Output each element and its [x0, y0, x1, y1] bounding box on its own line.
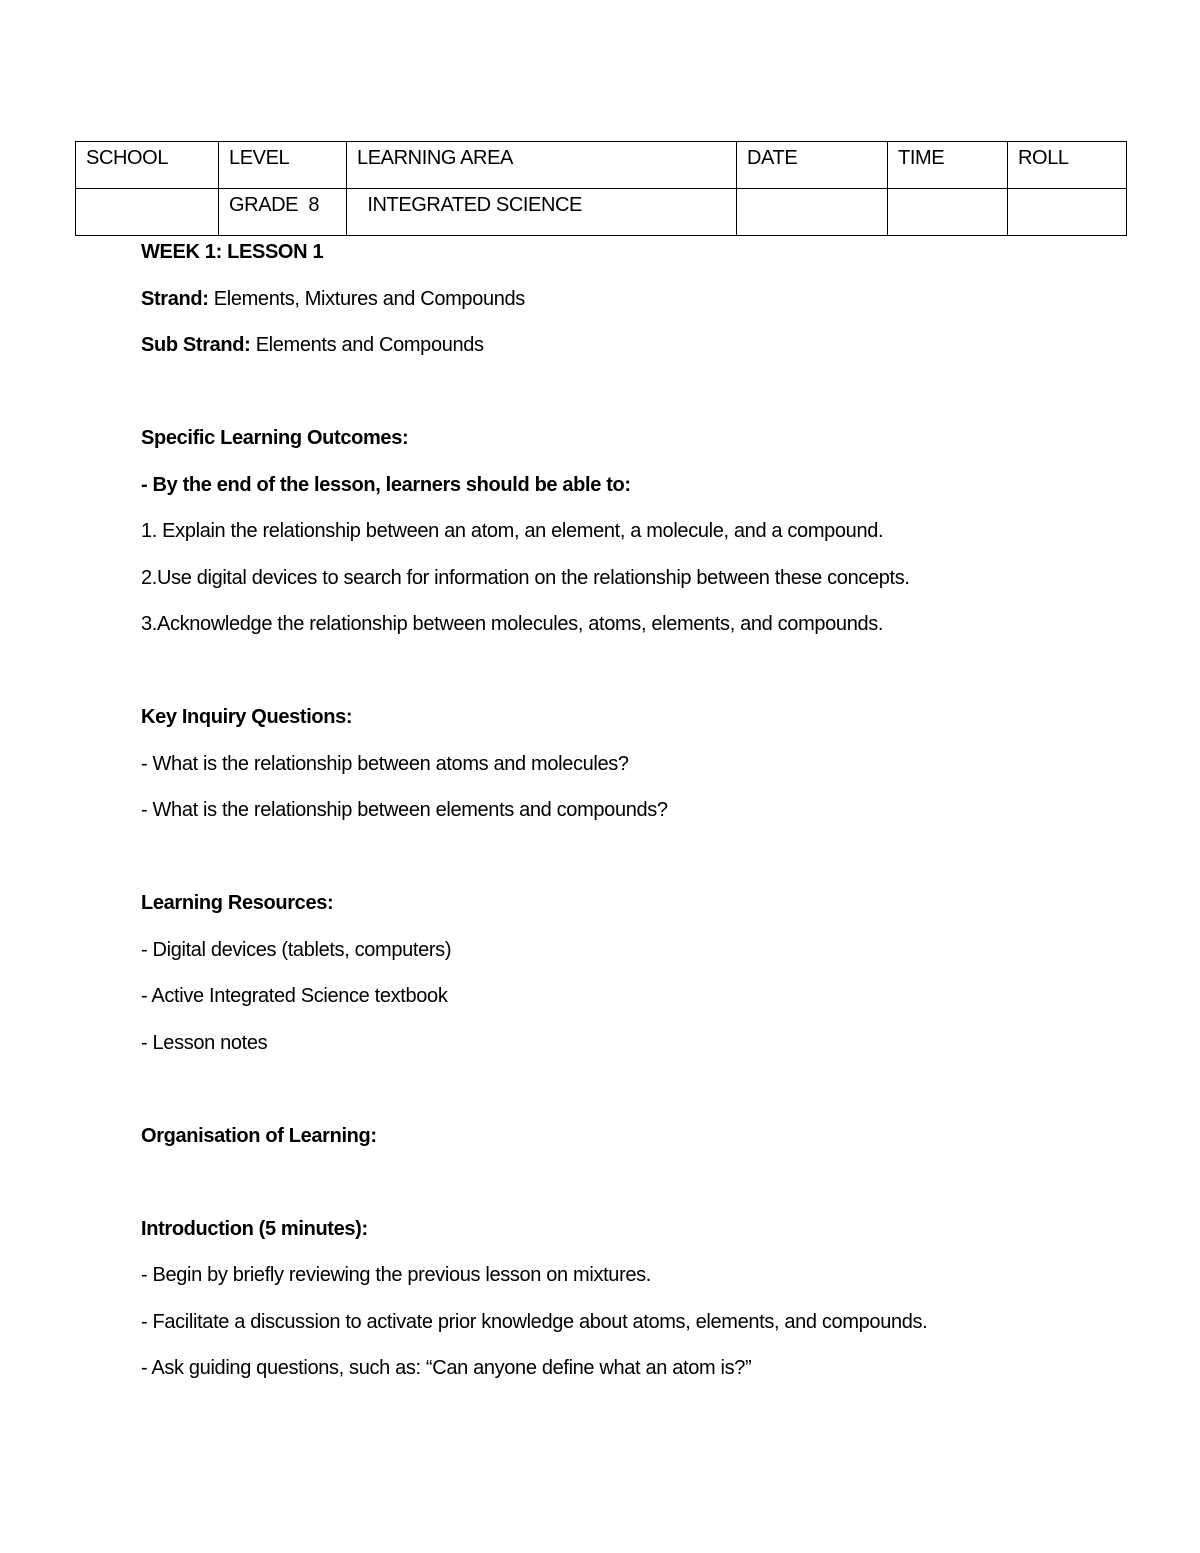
table-value-row	[76, 189, 1127, 236]
sub-strand-label: Sub Strand:	[141, 334, 251, 356]
outcome-item: 3.Acknowledge the relationship between molecules, atoms, elements, and compounds.	[141, 613, 884, 635]
resource-item: - Active Integrated Science textbook	[141, 985, 448, 1007]
week-lesson-title: WEEK 1: LESSON 1	[141, 241, 324, 263]
time-header: TIME	[888, 142, 1008, 189]
learning-area-value: INTEGRATED SCIENCE	[347, 189, 737, 236]
spacer	[141, 376, 1141, 408]
lesson-content	[141, 236, 1141, 1399]
outcomes-intro: - By the end of the lesson, learners should be able to:	[141, 473, 631, 496]
lesson-header-table	[75, 141, 1127, 236]
inquiry-heading: Key Inquiry Questions:	[141, 706, 353, 728]
school-value	[76, 189, 219, 236]
school-header: SCHOOL	[76, 142, 219, 189]
date-header: DATE	[737, 142, 888, 189]
level-value: GRADE 8	[219, 189, 347, 236]
learning-area-header: LEARNING AREA	[347, 142, 737, 189]
strand-label: Strand:	[141, 287, 209, 310]
inquiry-item: - What is the relationship between atoms and molecules?	[141, 752, 629, 775]
level-header: LEVEL	[219, 142, 347, 189]
spacer	[141, 1166, 1141, 1198]
introduction-item: - Begin by briefly reviewing the previous lesson on mixtures.	[141, 1264, 652, 1286]
roll-value	[1008, 189, 1127, 236]
introduction-item: - Ask guiding questions, such as: “Can anyone define what an atom is?”	[141, 1357, 752, 1379]
roll-header: ROLL	[1008, 142, 1127, 189]
outcome-item: 1. Explain the relationship between an atom, an element, a molecule, and a compound.	[141, 520, 884, 542]
spacer	[141, 655, 1141, 687]
inquiry-item: - What is the relationship between elements and compounds?	[141, 799, 668, 821]
time-value	[888, 189, 1008, 236]
introduction-item: - Facilitate a discussion to activate prior knowledge about atoms, elements, and compounds.	[141, 1310, 928, 1333]
date-value	[737, 189, 888, 236]
resource-item: - Digital devices (tablets, computers)	[141, 938, 452, 961]
strand-value: Elements, Mixtures and Compounds	[208, 287, 525, 310]
spacer	[141, 1073, 1141, 1105]
organisation-heading: Organisation of Learning:	[141, 1124, 377, 1147]
spacer	[141, 841, 1141, 873]
introduction-heading: Introduction (5 minutes):	[141, 1217, 368, 1240]
resource-item: - Lesson notes	[141, 1031, 268, 1054]
outcome-item: 2.Use digital devices to search for information on the relationship between these concepts.	[141, 566, 910, 589]
resources-heading: Learning Resources:	[141, 892, 334, 914]
sub-strand-value: Elements and Compounds	[250, 334, 484, 356]
table-header-row	[76, 142, 1127, 189]
strand-line	[141, 283, 1141, 315]
sub-strand-line	[141, 329, 1141, 361]
outcomes-heading: Specific Learning Outcomes:	[141, 427, 409, 449]
